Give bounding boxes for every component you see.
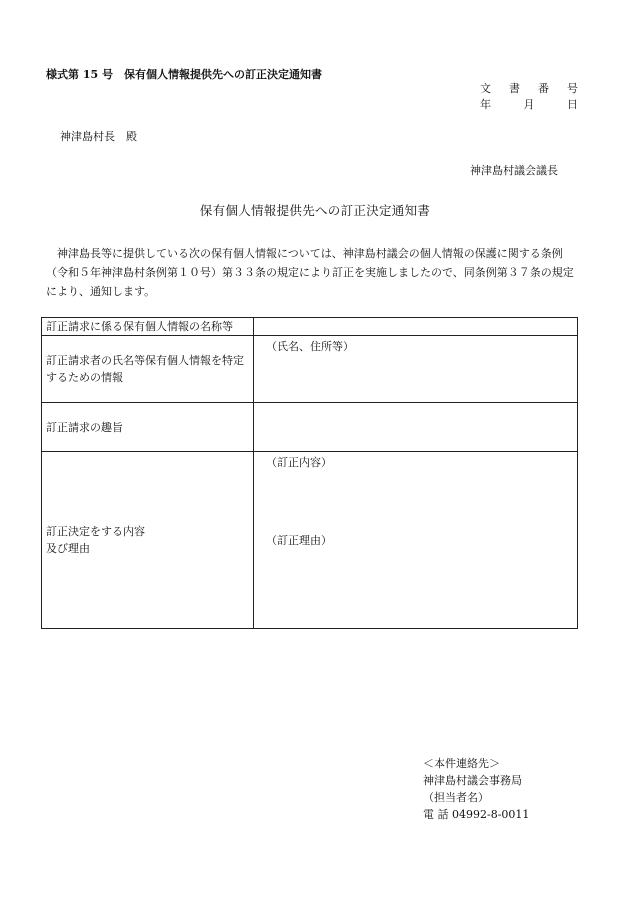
sender: 神津島村議会議長	[470, 164, 558, 177]
doc-number-char: 号	[567, 82, 578, 95]
row-value	[254, 403, 578, 452]
document-date	[480, 96, 578, 112]
table-row	[42, 452, 578, 629]
info-table	[41, 317, 578, 629]
table-row	[42, 336, 578, 403]
row-value: （氏名、住所等）	[254, 336, 578, 403]
date-month: 月	[523, 98, 535, 111]
body-text: 神津島長等に提供している次の保有個人情報については、神津島村議会の個人情報の保護に関する条例（令和５年神津島村条例第１０号）第３３条の規定により訂正を実施しましたので、同条例第３７条の規定により、通知します。	[46, 247, 574, 298]
row-label	[42, 452, 254, 629]
row-label: 訂正請求の趣旨	[42, 403, 254, 452]
contact-heading: ＜本件連絡先＞	[423, 757, 500, 770]
row-value	[254, 452, 578, 629]
contact-phone: 電 話 04992-8-0011	[423, 808, 530, 821]
doc-number-char: 番	[538, 82, 549, 95]
contact-block	[423, 755, 529, 823]
correction-reason-label: （訂正理由）	[266, 534, 332, 547]
row-value	[254, 318, 578, 336]
table-row	[42, 318, 578, 336]
contact-office: 神津島村議会事務局	[423, 774, 522, 787]
date-year: 年	[480, 98, 491, 111]
document-title: 保有個人情報提供先への訂正決定通知書	[199, 203, 431, 218]
table-row	[42, 403, 578, 452]
date-day: 日	[567, 98, 578, 111]
correction-content-label: （訂正内容）	[266, 456, 332, 469]
addressee: 神津島村長 殿	[60, 130, 137, 143]
row-label-text: 訂正決定をする内容及び理由	[46, 525, 145, 555]
document-number	[480, 80, 578, 96]
doc-number-char: 文	[480, 82, 491, 95]
form-id: 様式第 15 号 保有個人情報提供先への訂正決定通知書	[46, 68, 322, 81]
contact-person: （担当者名）	[423, 791, 489, 804]
doc-number-char: 書	[509, 82, 520, 95]
row-label: 訂正請求に係る保有個人情報の名称等	[42, 318, 254, 336]
row-label: 訂正請求者の氏名等保有個人情報を特定するための情報	[42, 336, 254, 403]
